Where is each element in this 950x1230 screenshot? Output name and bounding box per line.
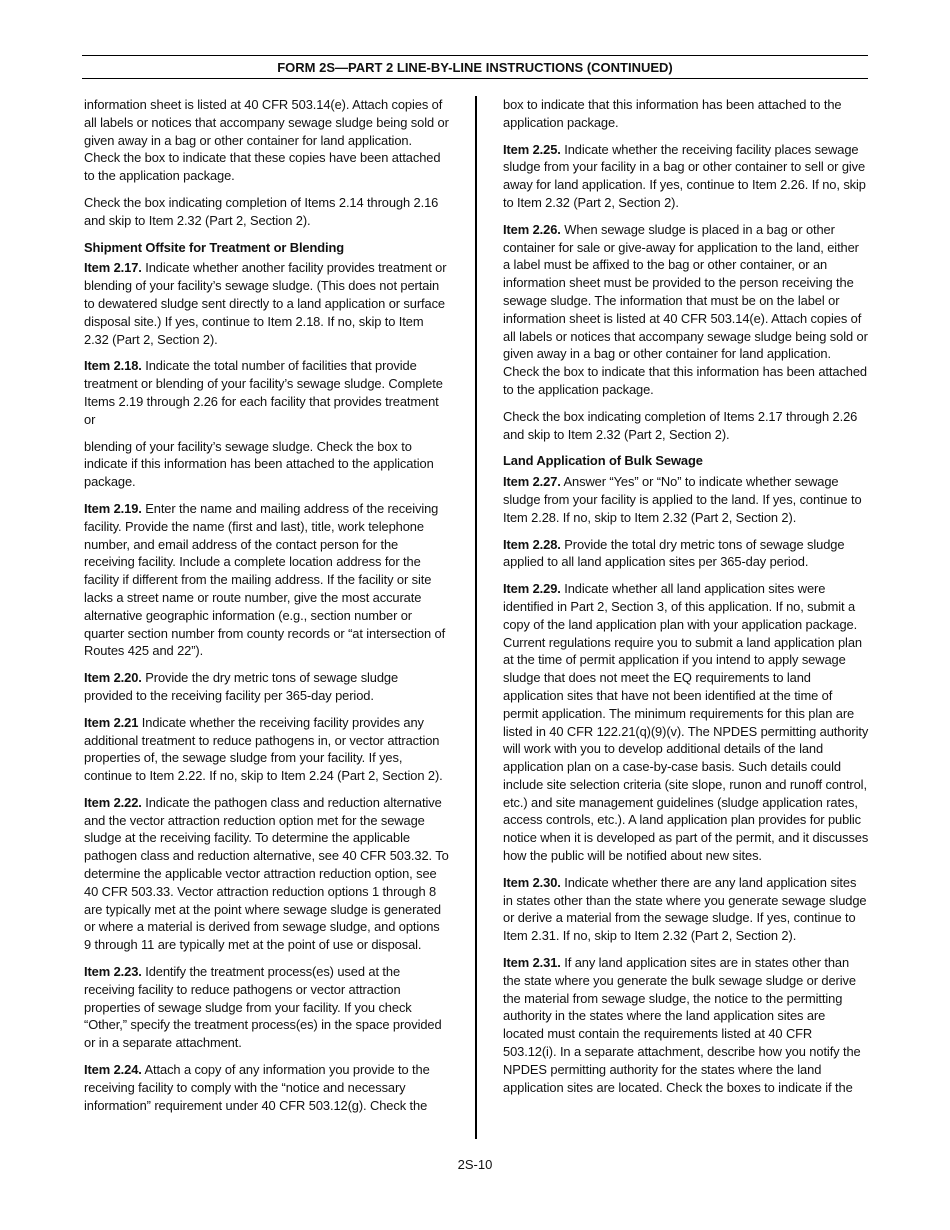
item-label: Item 2.24. bbox=[84, 1062, 142, 1078]
item-2-25 bbox=[503, 141, 869, 212]
item-text: If any land application sites are in states other than the state where you generate the bulk sewage sludge or derive the material from sewage sludge, the notice to the permitting authority in the states where the land application sites are located must contain the requirements listed at 40 CFR 503.12(i). In a separate attachment, describe how you notify the NPDES permitting authority for the states where the land application sites are located. Check the boxes to indicate if the bbox=[503, 955, 861, 1095]
section-heading-land-application: Land Application of Bulk Sewage bbox=[503, 453, 703, 469]
item-label: Item 2.18. bbox=[84, 358, 142, 374]
item-label: Item 2.26. bbox=[503, 221, 561, 237]
item-label: Item 2.23. bbox=[84, 964, 142, 980]
item-2-19 bbox=[84, 500, 450, 660]
item-text: Provide the total dry metric tons of sewage sludge applied to all land application sites per 365-day period. bbox=[503, 536, 845, 570]
item-label: Item 2.27. bbox=[503, 474, 561, 490]
item-2-29 bbox=[503, 580, 869, 865]
header-rule-bottom bbox=[82, 78, 868, 79]
item-label: Item 2.17. bbox=[84, 260, 142, 276]
item-2-23 bbox=[84, 963, 450, 1052]
paragraph-info-sheet: information sheet is listed at 40 CFR 503.14(e). Attach copies of all labels or notices that accompany sewage sludge being sold or given away in a bag or other container for land application. Check the box to indicate that these copies have been attached to the application package. bbox=[84, 97, 449, 184]
section-heading-shipment: Shipment Offsite for Treatment or Blending bbox=[84, 239, 345, 255]
item-label: Item 2.31. bbox=[503, 955, 561, 971]
item-text: Indicate whether there are any land application sites in states other than the state where you generate sewage sludge or derive a material from the sewage sludge. If yes, continue to Item 2.31. If no, skip to Item 2.32 (Part 2, Section 2). bbox=[503, 874, 867, 944]
item-text: Indicate whether the receiving facility places sewage sludge from your facility in a bag or other container to sell or give away for land application. If yes, continue to Item 2.26. If no, skip to Item 2.32 (Part 2, Section 2). bbox=[503, 141, 866, 210]
item-text: Provide the dry metric tons of sewage sludge provided to the receiving facility per 365-day period. bbox=[84, 670, 399, 703]
item-label: Item 2.25. bbox=[503, 141, 561, 157]
paragraph-check-completion-2: Check the box indicating completion of Items 2.17 through 2.26 and skip to Item 2.32 (Part 2, Section 2). bbox=[503, 408, 858, 442]
item-label: Item 2.30. bbox=[503, 874, 561, 890]
item-text: Indicate the pathogen class and reduction alternative and the vector attraction reduction option met for the sewage sludge at the receiving facility. To determine the applicable pathogen class and reduction alternative, see 40 CFR 503.32. To determine the applicable vector attraction reduction option, see 40 CFR 503.33. Vector attraction reduction options 1 through 8 are typically met at the point where sewage sludge is generated or where a material is derived from sewage sludge, and options 9 through 11 are typically met at the point of use or disposal. bbox=[84, 794, 449, 953]
paragraph-check-completion: Check the box indicating completion of Items 2.14 through 2.16 and skip to Item 2.32 (Part 2, Section 2). bbox=[84, 194, 439, 228]
item-text: Identify the treatment process(es) used at the receiving facility to reduce pathogens or vector attraction properties of sewage sludge from your facility. If you check “Other,” specify the treatment process(es) in the space provided or in a separate attachment. bbox=[84, 964, 442, 1051]
column-divider bbox=[475, 96, 477, 1139]
item-2-21 bbox=[84, 714, 450, 785]
item-label: Item 2.21 bbox=[84, 714, 139, 730]
item-text: Indicate the total number of facilities that provide treatment or blending of your facility’s sewage sludge. Complete Items 2.19 through 2.26 for each facility that provides treatment or bbox=[84, 358, 443, 427]
item-label: Item 2.29. bbox=[503, 581, 561, 597]
item-2-18 bbox=[84, 357, 450, 428]
right-column bbox=[503, 96, 869, 1105]
item-label: Item 2.28. bbox=[503, 536, 561, 552]
page-header-title: FORM 2S—PART 2 LINE-BY-LINE INSTRUCTIONS (CONTINUED) bbox=[277, 60, 673, 75]
header-rule-top bbox=[82, 55, 868, 56]
item-2-24 bbox=[84, 1061, 450, 1114]
item-2-22 bbox=[84, 794, 450, 954]
item-text: Indicate whether another facility provides treatment or blending of your facility’s sewage sludge. (This does not pertain to dewatered sludge sent directly to a land application or surface disposal site.) If yes, continue to Item 2.18. If no, skip to Item 2.32 (Part 2, Section 2). bbox=[84, 260, 447, 347]
left-column bbox=[84, 96, 450, 1123]
item-text: Enter the name and mailing address of the receiving facility. Provide the name (first and last), title, work telephone number, and email address of the contact person for the receiving facility. Include a complete location address for the facility if different from the mailing address. If the facility or site lacks a street name or route number, give the most accurate alternative geographic information (e.g., section number or quarter section number from county records or “at intersection of Routes 425 and 22”). bbox=[84, 500, 446, 659]
item-text: Answer “Yes” or “No” to indicate whether sewage sludge from your facility is applied to the land. If yes, continue to Item 2.28. If no, skip to Item 2.32 (Part 2, Section 2). bbox=[503, 474, 862, 525]
item-text: When sewage sludge is placed in a bag or other container for sale or give-away for application to the land, either a label must be affixed to the bag or other container, or an information sheet must be provided to the person receiving the sewage sludge. The information that must be on the label or information sheet is listed at 40 CFR 503.14(e). Attach copies of all labels or notices that accompany sewage sludge being sold or given away in a bag or other container for land application. Check the box to indicate that this information has been attached to the application package. bbox=[503, 221, 868, 397]
item-label: Item 2.19. bbox=[84, 500, 142, 516]
item-text: Attach a copy of any information you provide to the receiving facility to comply with the “notice and necessary information” requirement under 40 CFR 503.12(g). Check the bbox=[84, 1062, 430, 1113]
item-2-26 bbox=[503, 221, 869, 399]
item-2-30 bbox=[503, 874, 869, 945]
item-2-20 bbox=[84, 669, 450, 705]
item-2-28 bbox=[503, 536, 869, 572]
item-label: Item 2.20. bbox=[84, 670, 142, 686]
paragraph-attached: box to indicate that this information has been attached to the application package. bbox=[503, 97, 842, 130]
item-2-27 bbox=[503, 473, 869, 526]
page-number: 2S-10 bbox=[457, 1157, 493, 1172]
item-2-17 bbox=[84, 259, 450, 348]
item-text: Indicate whether the receiving facility provides any additional treatment to reduce pathogens in, or vector attraction properties of, the sewage sludge from your facility. If yes, continue to Item 2.22. If no, skip to Item 2.24 (Part 2, Section 2). bbox=[84, 714, 443, 784]
item-label: Item 2.22. bbox=[84, 794, 142, 810]
item-2-31 bbox=[503, 954, 869, 1096]
paragraph-blending: blending of your facility’s sewage sludge. Check the box to indicate if this information has been attached to the application package. bbox=[84, 438, 434, 490]
item-text: Indicate whether all land application sites were identified in Part 2, Section 3, of this application. If no, submit a copy of the land application plan with your application package. Current regulations require you to submit a land application plan at the time of permit application if you intend to apply sewage sludge that does not meet the EQ requirements to land application sites that have not been identified at the time of permit application. The minimum requirements for this plan are listed in 40 CFR 122.21(q)(9)(v). The NPDES permitting authority will work with you to develop additional details of the land application plan on a case-by-case basis. Such details could include site selection criteria (site slope, runon and runoff control, etc.) and site management guidelines (sludge application rates, access controls, etc.). A land application plan provides for public notice when it is developed as part of the permit, and it discusses how the public will be notified about new sites. bbox=[503, 581, 869, 864]
